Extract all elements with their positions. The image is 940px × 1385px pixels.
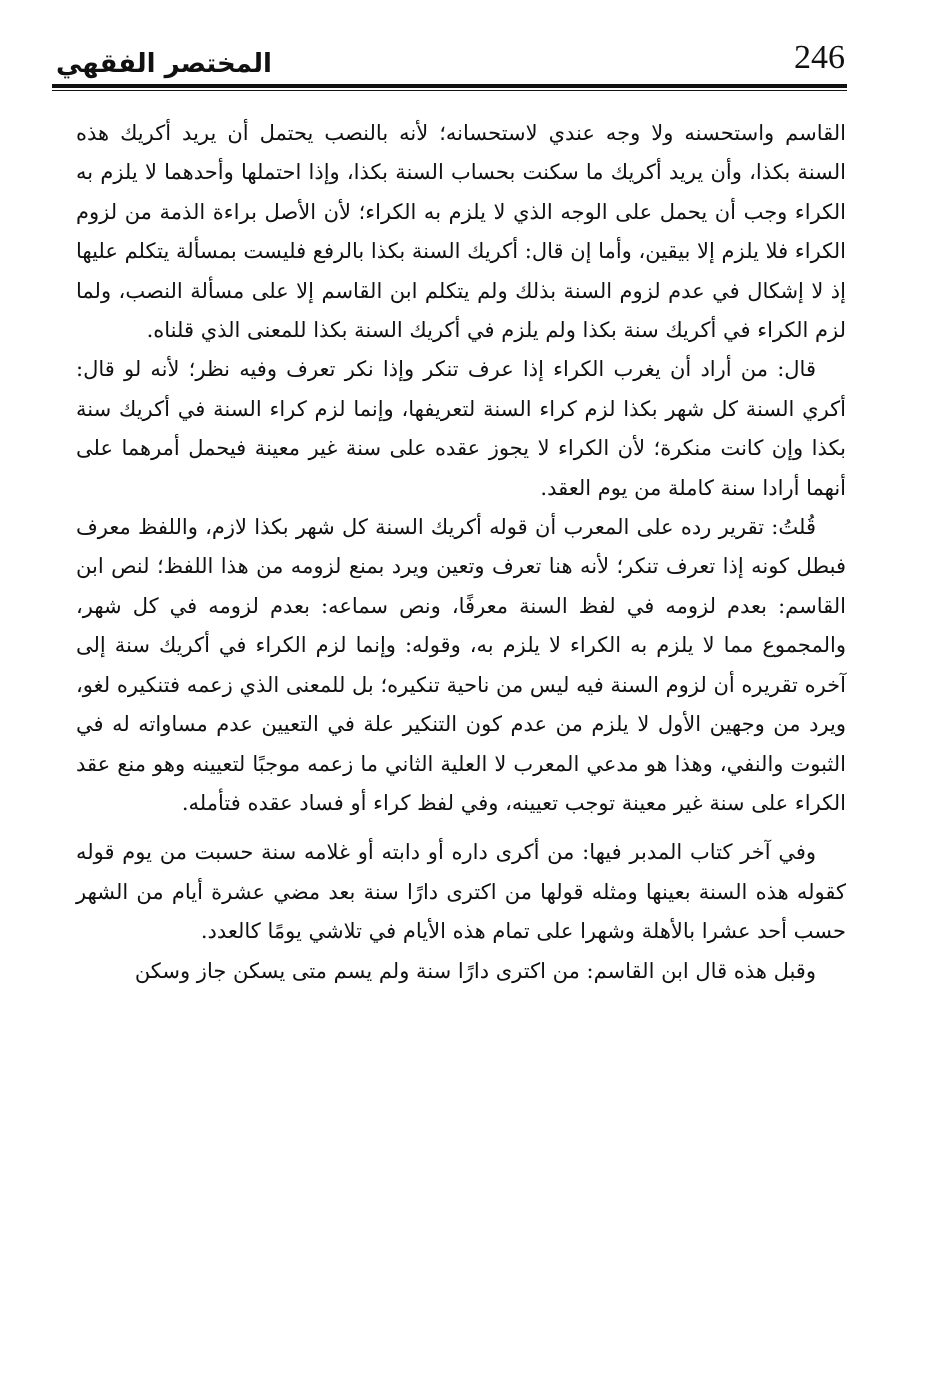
- running-title: المختصر الفقهي: [56, 49, 272, 79]
- page-number: 246: [794, 39, 845, 76]
- body-text: [76, 114, 846, 991]
- header-rule-thick: [52, 84, 847, 88]
- paragraph-4: وفي آخر كتاب المدبر فيها: من أكرى داره أو دابته أو غلامه سنة حسبت من يوم قوله كقوله هذه السنة بعينها ومثله قولها من اكترى دارًا سنة بعد مضي عشرة أيام من الشهر حسب أحد عشرا بالأهلة وشهرا على تمام هذه الأيام في تلاشي يومًا كالعدد.: [76, 840, 846, 944]
- page-header: [52, 38, 847, 92]
- paragraph-2: قال: من أراد أن يغرب الكراء إذا عرف تنكر وإذا نكر تعرف وفيه نظر؛ لأنه لو قال: أكري السنة كل شهر بكذا لزم كراء السنة لتعريفها، وإنما لزم كراء السنة في أكريك سنة بكذا وإن كانت منكرة؛ لأن الكراء لا يجوز عقده على سنة غير معينة فيحمل أمرهما على أنهما أرادا سنة كاملة من يوم العقد.: [76, 357, 846, 500]
- header-rule-thin: [52, 90, 847, 91]
- paragraph-1: القاسم واستحسنه ولا وجه عندي لاستحسانه؛ لأنه بالنصب يحتمل أن يريد أكريك هذه السنة بكذا، وأن يريد أكريك ما سكنت بحساب السنة بكذا، وإذا احتملها وأحدهما لا يلزم به الكراء وجب أن يحمل على الوجه الذي لا يلزم به الكراء؛ لأن الأصل براءة الذمة من لزوم الكراء فلا يلزم إلا بيقين، وأما إن قال: أكريك السنة بكذا بالرفع فليست بمسألة يتكلم عليها إذ لا إشكال في عدم لزوم السنة بذلك ولم يتكلم ابن القاسم إلا على مسألة النصب، ولما لزم الكراء في أكريك سنة بكذا ولم يلزم في أكريك السنة بكذا للمعنى الذي قلناه.: [76, 121, 846, 343]
- paragraph-5: وقبل هذه قال ابن القاسم: من اكترى دارًا سنة ولم يسم متى يسكن جاز وسكن: [134, 958, 816, 983]
- paragraph-3: قُلتُ: تقرير رده على المعرب أن قوله أكريك السنة كل شهر بكذا لازم، واللفظ معرف فبطل كونه إذا تعرف تنكر؛ لأنه هنا تعرف وتعين ويرد بمنع لزومه من هذا اللفظ؛ لنص ابن القاسم: بعدم لزومه في لفظ السنة معرفًا، ونص سماعه: بعدم لزومه في كل شهر، والمجموع مما لا يلزم به الكراء لا يلزم به، وقوله: وإنما لزم الكراء في أكريك سنة إلى آخره تقريره أن لزوم السنة فيه ليس من ناحية تنكيره؛ بل للمعنى الذي زعمه فتنكيره لغو، ويرد من وجهين الأول لا يلزم من عدم كون التنكير علة في التعيين عدم مساواته له في الثبوت والنفي، وهذا هو مدعي المعرب لا العلية الثاني ما زعمه موجبًا لتعيينه وهو منع عقد الكراء على سنة غير معينة توجب تعيينه، وفي لفظ كراء أو فساد عقده فتأمله.: [76, 515, 846, 815]
